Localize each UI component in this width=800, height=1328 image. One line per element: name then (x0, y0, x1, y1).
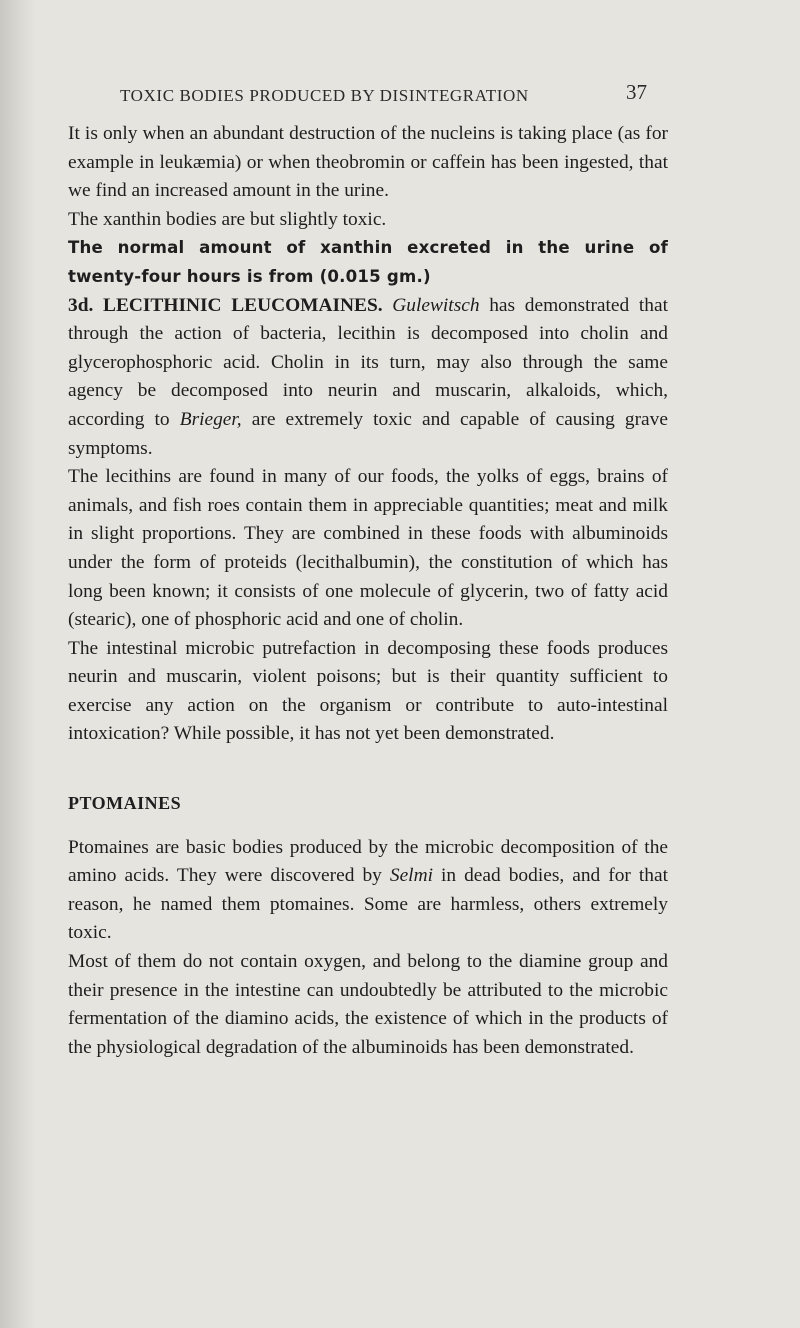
paragraph: Most of them do not contain oxygen, and belong to the diamine group and their presence in the intestine can undoubtedly be attributed to the microbic fermentation of the diamino acids, the existence of which in the products of the physiological degradation of the albuminoids has been demonstrated. (68, 951, 668, 1058)
page-shadow (0, 0, 36, 1328)
paragraph: It is only when an abundant destruction of the nucleins is taking place (as for example in leukæmia) or when theobromin or caffein has been ingested, that we find an increased amount in the urine. (68, 123, 668, 202)
author-name: Selmi (389, 865, 433, 887)
paragraph-ptomaines (68, 834, 668, 948)
page-number: 37 (626, 80, 647, 104)
author-name: Gulewitsch (392, 294, 480, 316)
paragraph-text: are extremely toxic and capable of causing grave symptoms. (68, 408, 668, 459)
section-label: 3d. LECITHINIC LEUCOMAINES. (68, 294, 383, 316)
paragraph: The lecithins are found in many of our foods, the yolks of eggs, brains of animals, and fish roes contain them in appreciable quantities; meat and milk in slight proportions. They are combined in these foods with albuminoids under the form of proteids (lecithalbumin), the constitution of which has long been known; it consists of one molecule of glycerin, two of fatty acid (stearic), one of phosphoric acid and one of cholin. (68, 466, 668, 631)
paragraph-lecithinic (68, 292, 668, 464)
running-head-title: TOXIC BODIES PRODUCED BY DISINTEGRATION (120, 86, 529, 105)
body-text (68, 120, 668, 1062)
paragraph-text: Ptomaines are basic bodies produced by the microbic decomposition of the amino acids. They were discovered by (68, 836, 668, 887)
paragraph-bold-note: The normal amount of xanthin excreted in the urine of twenty-four hours is from (0.015 gm.) (68, 238, 668, 286)
paragraph: The xanthin bodies are but slightly toxic. (68, 208, 387, 230)
paragraph: The intestinal microbic putrefaction in decomposing these foods produces neurin and muscarin, violent poisons; but is their quantity sufficient to exercise any action on the organism or contribute to auto-intestinal intoxication? While possible, it has not yet been demonstrated. (68, 637, 668, 745)
running-head (120, 80, 680, 106)
section-heading: PTOMAINES (68, 793, 182, 814)
author-name: Brieger, (179, 408, 242, 430)
paragraph-text: has demonstrated that through the action of bacteria, lecithin is decomposed into cholin and glycerophosphoric acid. Cholin in its turn, may also through the same agency be decomposed into neurin and muscarin, alkaloids, which, according to (68, 294, 668, 430)
paragraph-text: in dead bodies, and for that reason, he named them ptomaines. Some are harmless, others extremely toxic. (68, 865, 668, 944)
